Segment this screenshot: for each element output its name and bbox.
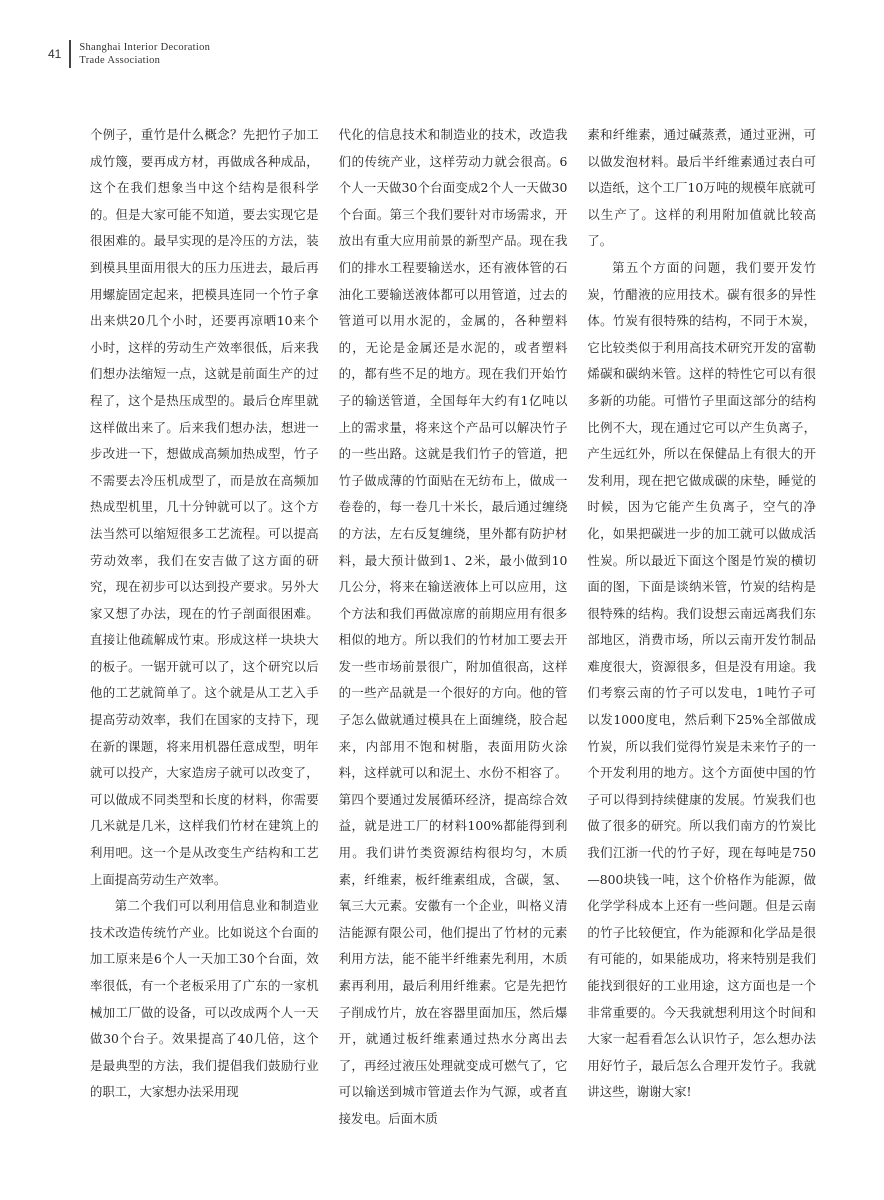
paragraph: 第五个方面的问题，我们要开发竹炭，竹醋液的应用技术。碳有很多的异性体。竹炭有很特殊的结构，不同于木炭，它比较类似于利用高技术研究开发的富勒烯碳和碳纳米管。这样的特性它可以有很多新的功能。可惜竹子里面这部分的结构比例不大，现在通过它可以产生负离子，产生远红外，所以在保健品上有很大的开发利用，现在把它做成碳的床垫，睡觉的时候，因为它能产生负离子，空气的净化，如果把碳进一步的加工就可以做成活性炭。所以最近下面这个图是竹炭的横切面的图，下面是谈纳米管，竹炭的结构是很特殊的结构。我们设想云南远离我们东部地区，消费市场，所以云南开发竹制品难度很大，资源很多，但是没有用途。我们考察云南的竹子可以发电，1吨竹子可以发1000度电，然后剩下25%全部做成竹炭，所以我们觉得竹炭是未来竹子的一个开发利用的地方。这个方面使中国的竹子可以得到持续健康的发展。竹炭我们也做了很多的研究。所以我们南方的竹炭比我们江浙一代的竹子好，现在每吨是750—800块钱一吨，这个价格作为能源，做化学学科成本上还有一些问题。但是云南的竹子比较便宜，作为能源和化学品是很有可能的，如果能成功，将来特别是我们能找到很好的工业用途，这方面也是一个非常重要的。今天我就想利用这个时间和大家一起看看怎么认识竹子，怎么想办法用好竹子，最后怎么合理开发竹子。我就讲这些，谢谢大家! (587, 259, 817, 1100)
text-column-2 (339, 122, 568, 1133)
header-divider (69, 40, 71, 68)
paragraph: 个例子，重竹是什么概念？先把竹子加工成竹篾，要再成方材，再做成各种成品，这个在我们想象当中这个结构是很科学的。但是大家可能不知道，要去实现它是很困难的。最早实现的是冷压的方法，装到模具里面用很大的压力压进去，最后再用螺旋固定起来，把模具连同一个竹子拿出来烘20几个小时，还要再凉晒10来个小时，这样的劳动生产效率很低，后来我们想办法缩短一点，这就是前面生产的过程了，这个是热压成型的。最后仓库里就这样做出来了。后来我们想办法，想进一步改进一下，想做成高频加热成型，竹子不需要去冷压机成型了，而是放在高频加热成型机里，几十分钟就可以了。这个方法当然可以缩短很多工艺流程。可以提高劳动效率，我们在安吉做了这方面的研究，现在初步可以达到投产要求。另外大家又想了办法，现在的竹子剖面很困难。直接让他疏解成竹束。形成这样一块块大的板子。一锯开就可以了，这个研究以后他的工艺就简单了。这个就是从工艺入手提高劳动效率，我们在国家的支持下，现在新的课题，将来用机器任意成型，明年就可以投产，大家造房子就可以改变了，可以做成不同类型和长度的材料，你需要几米就是几米，这样我们竹材在建筑上的利用吧。这一个是从改变生产结构和工艺上面提高劳动生产效率。 (90, 127, 319, 887)
association-name-line2: Trade Association (79, 55, 161, 66)
article-body (90, 122, 816, 1133)
paragraph: 素和纤维素，通过碱蒸煮，通过亚洲，可以做发泡材料。最后半纤维素通过表白可以造纸，这个工厂10万吨的规模年底就可以生产了。这样的利用附加值就比较高了。 (587, 127, 817, 249)
association-name-line1: Shanghai Interior Decoration (79, 42, 211, 53)
text-column-1 (90, 122, 319, 1133)
association-name (79, 41, 210, 67)
paragraph: 代化的信息技术和制造业的技术，改造我们的传统产业，这样劳动力就会很高。6个人一天做30个台面变成2个人一天做30个台面。第三个我们要针对市场需求，开放出有重大应用前景的新型产品。现在我们的排水工程要输送水，还有液体管的石油化工要输送液体都可以用管道，过去的管道可以用水泥的，金属的，各种塑料的，无论是金属还是水泥的，或者塑料的，都有些不足的地方。现在我们开始竹子的输送管道，全国每年大约有1亿吨以上的需求量，将来这个产品可以解决竹子的一些出路。这就是我们竹子的管道，把竹子做成薄的竹面贴在无纺布上，做成一卷卷的，每一卷几十米长，最后通过缠绕的方法，左右反复缠绕，里外都有防护材料，最大预计做到1、2米，最小做到10几公分，将来在输送液体上可以应用，这个方法和我们再做凉席的前期应用有很多相似的地方。所以我们的竹材加工要去开发一些市场前景很广，附加值很高，这样的一些产品就是一个很好的方向。他的管子怎么做就通过模具在上面缠绕，胶合起来，内部用不饱和树脂，表面用防火涂料，这样就可以和泥土、水份不相容了。第四个要通过发展循环经济，提高综合效益，就是进工厂的材料100%都能得到利用。我们讲竹类资源结构很均匀，木质素，纤维素，板纤维素组成，含碳，氢、氧三大元素。安徽有一个企业，叫格义清洁能源有限公司，他们提出了竹材的元素利用方法，能不能半纤维素先利用，木质素再利用，最后利用纤维素。它是先把竹子削成竹片，放在容器里面加压，然后爆开，就通过板纤维素通过热水分离出去了，再经过液压处理就变成可燃气了，它可以输送到城市管道去作为气源，或者直接发电。后面木质 (338, 127, 568, 1126)
page-number: 41 (48, 47, 62, 61)
page-header (48, 38, 210, 70)
paragraph: 第二个我们可以利用信息业和制造业技术改造传统竹产业。比如说这个台面的加工原来是6个人一天加工30个台面，效率很低，有一个老板采用了广东的一家机械加工厂做的设备，可以改成两个人一天做30个台子。效果提高了40几倍，这个是最典型的方法，我们提倡我们鼓励行业的职工，大家想办法采用现 (90, 898, 319, 1100)
text-column-3 (587, 122, 816, 1133)
